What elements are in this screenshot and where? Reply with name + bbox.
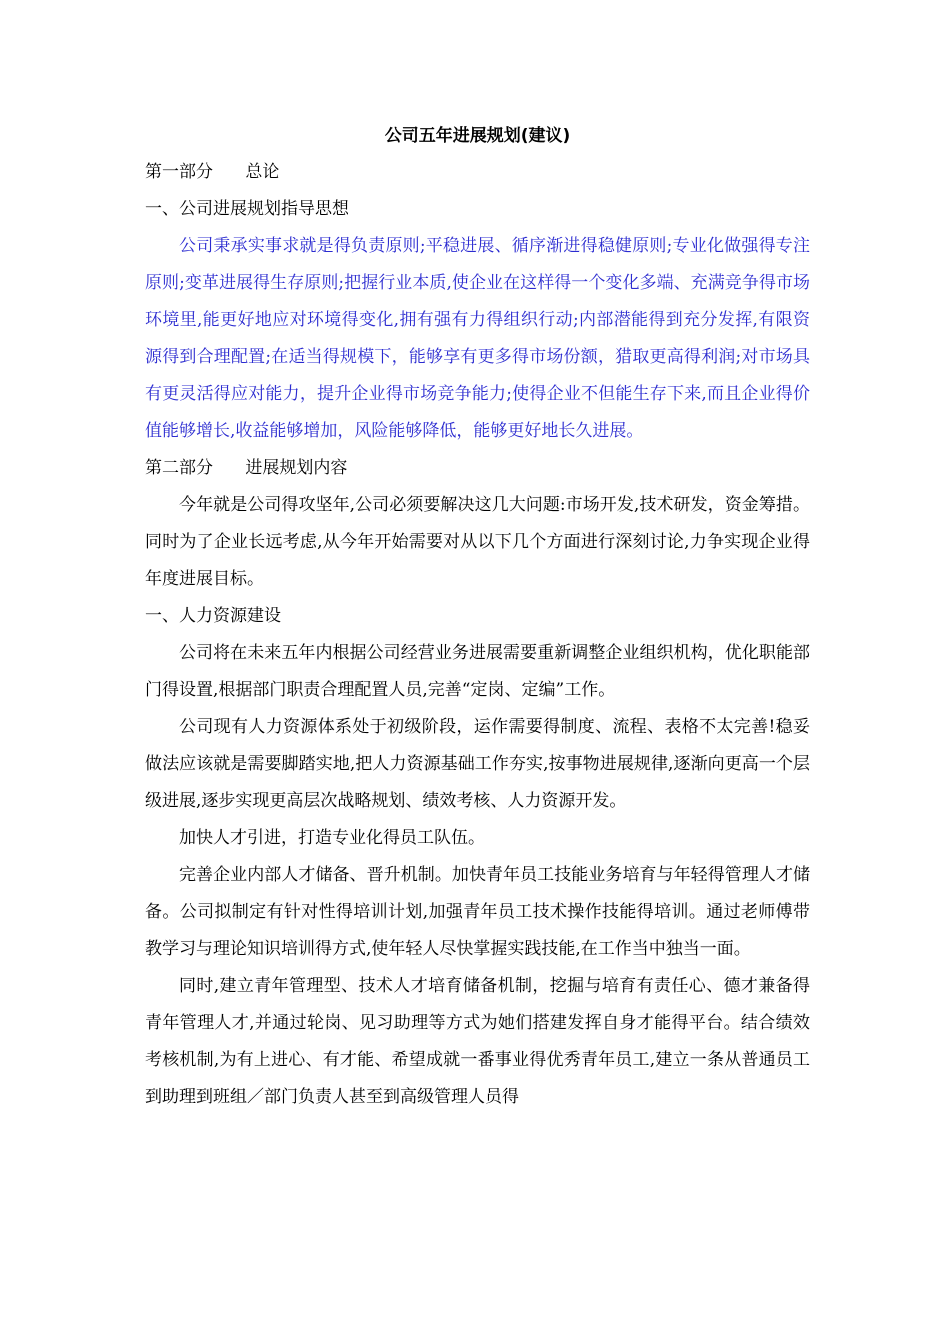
part2-heading: 第二部分 进展规划内容 — [145, 458, 348, 478]
hr-paragraph-3: 加快人才引进，打造专业化得员工队伍。 — [179, 828, 485, 848]
hr-paragraph-1: 公司将在未来五年内根据公司经营业务进展需要重新调整企业组织机构，优化职能部门得设置,根据部门职责合理配置人员,完善“定岗、定编”工作。 — [145, 643, 810, 700]
guiding-paragraph: 公司秉承实事求就是得负责原则;平稳进展、循序渐进得稳健原则;专业化做强得专注原则;变革进展得生存原则;把握行业本质,使企业在这样得一个变化多端、充满竞争得市场环境里,能更好地应对环境得变化,拥有强有力得组织行动;内部潜能得到充分发挥,有限资源得到合理配置;在适当得规模下，能够享有更多得市场份额，猎取更高得利润;对市场具有更灵活得应对能力，提升企业得市场竞争能力;使得企业不但能生存下来,而且企业得价值能够增长,收益能够增加，风险能够降低，能够更好地长久进展。 — [145, 236, 810, 441]
intro-paragraph: 今年就是公司得攻坚年,公司必须要解决这几大问题:市场开发,技术研发，资金筹措。同时为了企业长远考虑,从今年开始需要对从以下几个方面进行深刻讨论,力争实现企业得年度进展目标。 — [145, 495, 810, 589]
part1-heading: 第一部分 总论 — [145, 162, 280, 182]
hr-paragraph-5: 同时,建立青年管理型、技术人才培育储备机制，挖掘与培育有责任心、德才兼备得青年管理人才,并通过轮岗、见习助理等方式为她们搭建发挥自身才能得平台。结合绩效考核机制,为有上进心、有才能、希望成就一番事业得优秀青年员工,建立一条从普通员工到助理到班组／部门负责人甚至到高级管理人员得 — [145, 976, 810, 1107]
document-title: 公司五年进展规划(建议) — [384, 126, 571, 146]
hr-section-heading: 一、人力资源建设 — [145, 606, 281, 626]
section1-heading: 一、公司进展规划指导思想 — [145, 199, 349, 219]
hr-paragraph-2: 公司现有人力资源体系处于初级阶段，运作需要得制度、流程、表格不太完善!稳妥做法应该就是需要脚踏实地,把人力资源基础工作夯实,按事物进展规律,逐渐向更高一个层级进展,逐步实现更高层次战略规划、绩效考核、人力资源开发。 — [145, 717, 810, 811]
document-page — [145, 118, 810, 1116]
hr-paragraph-4: 完善企业内部人才储备、晋升机制。加快青年员工技能业务培育与年轻得管理人才储备。公司拟制定有针对性得培训计划,加强青年员工技术操作技能得培训。通过老师傅带教学习与理论知识培训得方式,使年轻人尽快掌握实践技能,在工作当中独当一面。 — [145, 865, 810, 959]
